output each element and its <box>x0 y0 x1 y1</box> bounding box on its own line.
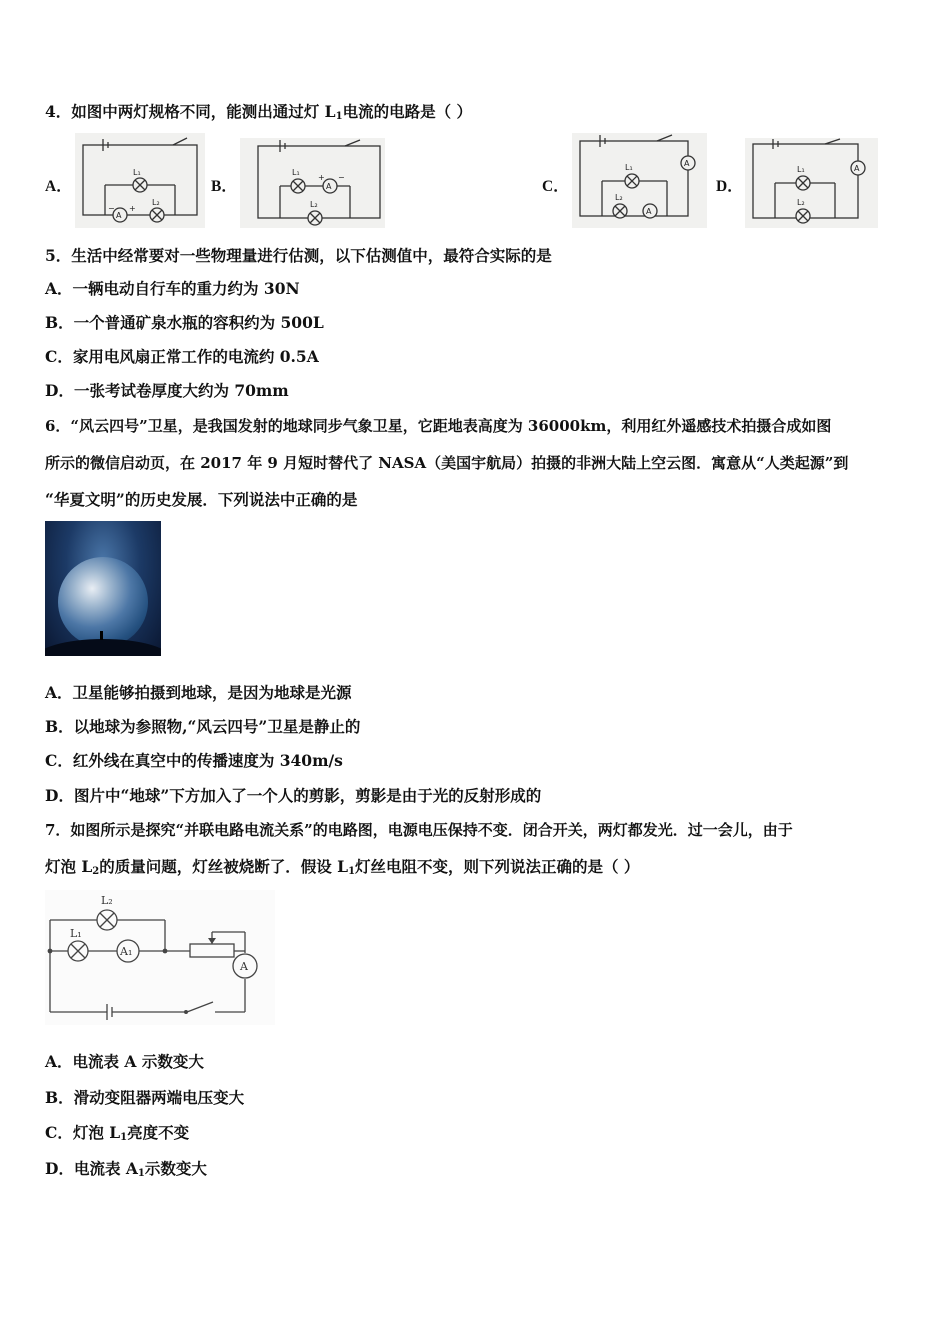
q4-option-c-label: C． <box>542 178 569 195</box>
fig-a-l2-label: L₂ <box>152 198 160 207</box>
person-silhouette <box>100 631 103 640</box>
q6-option-b: B．以地球为参照物,“风云四号”卫星是静止的 <box>45 717 361 736</box>
q6-option-d: D．图片中“地球”下方加入了一个人的剪影，剪影是由于光的反射形成的 <box>45 786 542 805</box>
q5-option-b: B．一个普通矿泉水瓶的容积约为 500L <box>45 313 324 332</box>
q4-figure-c <box>572 133 707 228</box>
fig-a-l1-label: L₁ <box>133 168 141 177</box>
fig-a-minus: − <box>108 204 115 213</box>
fig-d-ammeter-label: A <box>854 164 860 173</box>
q6-stem-line3: “华夏文明”的历史发展．下列说法中正确的是 <box>45 490 358 509</box>
q7-option-a: A．电流表 A 示数变大 <box>45 1052 204 1071</box>
q7-option-c: C．灯泡 $L_1$亮度不变 <box>45 1123 190 1143</box>
earth-photo <box>45 521 161 656</box>
q6-option-c: C．红外线在真空中的传播速度为 340m/s <box>45 751 343 770</box>
fig-b-plus: + <box>318 173 325 182</box>
q7-l1-label: L₁ <box>70 927 82 940</box>
fig-a-plus: + <box>129 204 136 213</box>
q7-a1-label: A₁ <box>120 945 133 958</box>
q7-stem-line2: 灯泡 $L_2$的质量问题，灯丝被烧断了．假设 $L_1$灯丝电阻不变，则下列说法正确的是（ ） <box>45 857 640 877</box>
q7-a-label: A <box>240 960 248 973</box>
horizon-silhouette <box>45 639 161 656</box>
q4-figure-d <box>745 138 878 228</box>
q6-stem-line2: 所示的微信启动页，在 2017 年 9 月短时替代了 NASA（美国宇航局）拍摄的非洲大陆上空云图．寓意从“人类起源”到 <box>45 454 849 472</box>
fig-c-l2-label: L₂ <box>615 193 623 202</box>
fig-b-l1-label: L₁ <box>292 168 300 177</box>
fig-c-ammeter-top-label: A <box>684 159 690 168</box>
fig-d-l2-label: L₂ <box>797 198 805 207</box>
fig-c-l1-label: L₁ <box>625 163 633 172</box>
q7-stem-line1: 7．如图所示是探究“并联电路电流关系”的电路图，电源电压保持不变．闭合开关，两灯都发光．过一会儿，由于 <box>45 821 793 839</box>
earth-globe <box>58 557 148 647</box>
fig-b-minus: − <box>338 173 345 182</box>
fig-d-l1-label: L₁ <box>797 165 805 174</box>
q7-circuit-figure <box>45 890 275 1025</box>
q5-option-d: D．一张考试卷厚度大约为 70mm <box>45 381 289 400</box>
q5-option-c: C．家用电风扇正常工作的电流约 0.5A <box>45 347 319 366</box>
q4-option-b-label: B． <box>211 178 237 195</box>
q6-stem-line1: 6．“风云四号”卫星，是我国发射的地球同步气象卫星，它距地表高度为 36000km，利用红外遥感技术拍摄合成如图 <box>45 417 832 435</box>
fig-b-l2-label: L₂ <box>310 200 318 209</box>
q4-option-d-label: D． <box>716 178 743 195</box>
q5-option-a: A．一辆电动自行车的重力约为 30N <box>45 279 300 298</box>
q5-stem: 5．生活中经常要对一些物理量进行估测，以下估测值中，最符合实际的是 <box>45 246 552 265</box>
q4-stem: 4．如图中两灯规格不同，能测出通过灯 $L_1$电流的电路是（ ） <box>45 102 472 122</box>
q4-figure-a <box>75 133 205 228</box>
q7-option-b: B．滑动变阻器两端电压变大 <box>45 1088 245 1107</box>
fig-a-ammeter-label: A <box>116 211 122 220</box>
q7-option-d: D．电流表 $A_1$示数变大 <box>45 1159 207 1179</box>
q7-l2-label: L₂ <box>101 894 113 907</box>
q4-option-a-label: A． <box>45 178 72 195</box>
q6-option-a: A．卫星能够拍摄到地球，是因为地球是光源 <box>45 683 352 702</box>
fig-c-ammeter-label: A <box>646 207 652 216</box>
q4-figure-b <box>240 138 385 228</box>
fig-b-ammeter-label: A <box>326 182 332 191</box>
